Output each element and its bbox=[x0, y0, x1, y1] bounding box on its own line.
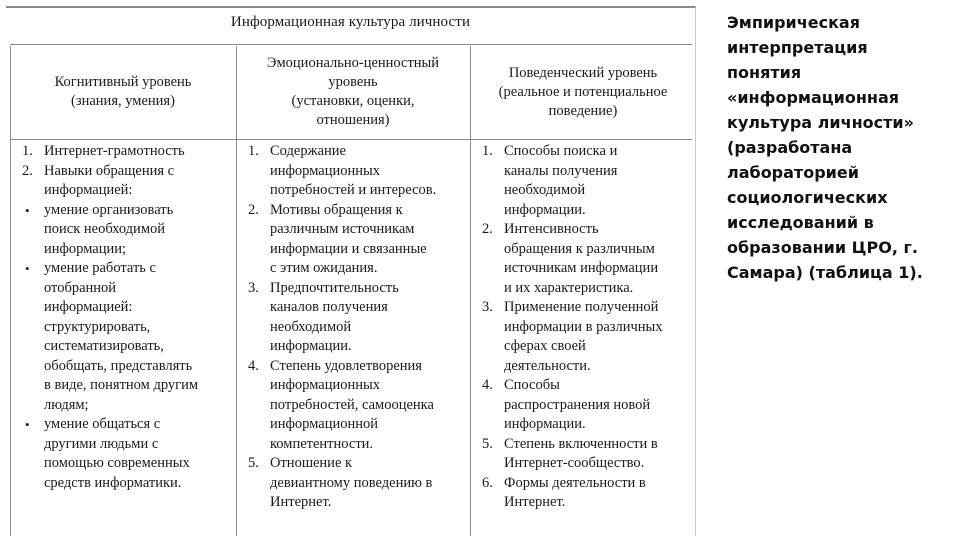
list-item-line: средств информатики. bbox=[44, 474, 182, 491]
list-item-line: структурировать, bbox=[44, 318, 151, 335]
list-item bbox=[12, 415, 234, 493]
list-item-line: обобщать, представлять bbox=[44, 357, 193, 374]
number-marker: 2. bbox=[248, 201, 259, 218]
column-body-emotional bbox=[238, 142, 470, 513]
side-caption-line: Самара) (таблица 1). bbox=[727, 263, 923, 282]
column-header-line: отношения) bbox=[316, 112, 390, 128]
column-body-behavioral bbox=[472, 142, 696, 513]
list-item bbox=[472, 435, 696, 474]
side-caption-line: образовании ЦРО, г. bbox=[727, 238, 918, 257]
title-rule bbox=[10, 44, 692, 45]
side-caption-line: «информационная bbox=[727, 88, 900, 107]
list-item-line: Способы поиска и bbox=[504, 143, 618, 159]
list-item-line: информации. bbox=[504, 201, 586, 218]
list-item-line: Навыки обращения с bbox=[44, 162, 175, 179]
list-item-line: в виде, понятном другим bbox=[44, 377, 199, 393]
column-header-line: (знания, умения) bbox=[71, 93, 175, 109]
list-item-line: и их характеристика. bbox=[504, 279, 634, 296]
side-caption-line: исследований в bbox=[727, 213, 874, 232]
list-item bbox=[472, 474, 696, 513]
column-header-line: Когнитивный уровень bbox=[54, 74, 192, 90]
list-item-line: распространения новой bbox=[504, 396, 651, 413]
list-item bbox=[238, 454, 470, 513]
list-item-line: девиантному поведению в bbox=[270, 474, 433, 491]
list-item-line: Степень включенности в bbox=[504, 435, 658, 452]
number-marker: 4. bbox=[482, 377, 493, 393]
list-item-line: потребностей и интересов. bbox=[270, 182, 437, 198]
list-item bbox=[472, 298, 696, 376]
list-item-line: обращения к различным bbox=[504, 240, 655, 257]
bullet-marker: • bbox=[25, 202, 30, 218]
number-marker: 3. bbox=[248, 279, 259, 296]
number-marker: 2. bbox=[482, 221, 493, 237]
list-item-line: потребностей, самооценка bbox=[270, 396, 434, 413]
side-caption-line: лабораторией bbox=[727, 163, 859, 182]
list-item bbox=[12, 201, 234, 260]
list-item-line: помощью современных bbox=[44, 455, 190, 471]
column-header-line: поведение) bbox=[548, 102, 618, 119]
list-item-line: Мотивы обращения к bbox=[270, 201, 403, 218]
list-item-line: информацией: bbox=[44, 182, 133, 198]
list-item bbox=[238, 201, 470, 279]
column-header-emotional bbox=[238, 48, 468, 136]
list-item-line: необходимой bbox=[504, 182, 586, 198]
column-header-line: Поведенческий уровень bbox=[508, 64, 658, 81]
list-item bbox=[238, 279, 470, 357]
column-header-line: (реальное и потенциальное bbox=[498, 83, 668, 100]
list-item-line: информационной bbox=[270, 416, 379, 432]
list-item-line: каналов получения bbox=[270, 299, 388, 315]
list-item-line: Содержание bbox=[270, 143, 346, 159]
list-item-line: Интернет. bbox=[270, 494, 332, 510]
list-item bbox=[238, 142, 470, 201]
list-item-line: информацией: bbox=[44, 299, 133, 315]
list-item-line: Применение полученной bbox=[504, 299, 659, 315]
header-rule bbox=[10, 139, 692, 140]
list-item bbox=[472, 376, 696, 435]
column-divider bbox=[470, 46, 471, 536]
list-item bbox=[472, 142, 696, 220]
list-item-line: Способы bbox=[504, 377, 560, 393]
list-item-line: Отношение к bbox=[270, 455, 353, 471]
list-item-line: Предпочтительность bbox=[270, 279, 399, 296]
list-item-line: умение работать с bbox=[44, 260, 156, 276]
table-title: Информационная культура личности bbox=[230, 14, 471, 30]
list-item bbox=[12, 142, 234, 162]
list-item bbox=[12, 259, 234, 415]
list-item-line: поиск необходимой bbox=[44, 221, 165, 237]
list-item-line: компетентности. bbox=[270, 435, 374, 452]
side-caption-line: культура личности» bbox=[727, 113, 914, 132]
list-item-line: Интенсивность bbox=[504, 221, 599, 237]
list-item bbox=[472, 220, 696, 298]
column-divider bbox=[236, 46, 237, 536]
side-caption-line: Эмпирическая bbox=[727, 13, 860, 32]
side-caption-line: (разработана bbox=[727, 138, 853, 157]
column-divider bbox=[10, 46, 11, 536]
column-body-cognitive bbox=[12, 142, 234, 493]
list-item-line: Интернет-сообщество. bbox=[504, 455, 645, 471]
list-item bbox=[238, 357, 470, 455]
list-item-line: Степень удовлетворения bbox=[270, 357, 422, 374]
number-marker: 5. bbox=[248, 455, 259, 471]
list-item-line: умение общаться с bbox=[44, 416, 161, 432]
side-caption bbox=[727, 10, 952, 285]
list-item-line: различным источникам bbox=[270, 221, 415, 237]
side-caption-line: интерпретация bbox=[727, 38, 868, 57]
column-header-line: Эмоционально-ценностный bbox=[266, 55, 440, 71]
list-item-line: Интернет-грамотность bbox=[44, 143, 185, 159]
bullet-marker: • bbox=[25, 261, 30, 276]
list-item-line: систематизировать, bbox=[44, 338, 164, 354]
number-marker: 6. bbox=[482, 474, 493, 491]
culture-table bbox=[6, 6, 696, 536]
column-header-line: уровень bbox=[328, 74, 378, 90]
list-item-line: Формы деятельности в bbox=[504, 474, 646, 491]
list-item-line: каналы получения bbox=[504, 162, 618, 179]
column-header-cognitive bbox=[12, 48, 234, 136]
number-marker: 1. bbox=[482, 143, 493, 159]
side-caption-line: социологических bbox=[727, 188, 888, 207]
number-marker: 4. bbox=[248, 357, 259, 374]
number-marker: 1. bbox=[22, 143, 33, 159]
number-marker: 3. bbox=[482, 299, 493, 315]
list-item-line: информационных bbox=[270, 162, 380, 179]
list-item-line: сферах своей bbox=[504, 338, 586, 354]
list-item-line: информации; bbox=[44, 240, 127, 257]
number-marker: 1. bbox=[248, 143, 259, 159]
list-item-line: отобранной bbox=[44, 279, 117, 296]
number-marker: 2. bbox=[22, 162, 33, 179]
list-item-line: необходимой bbox=[270, 318, 352, 335]
list-item-line: с этим ожидания. bbox=[270, 260, 378, 276]
column-header-line: (установки, оценки, bbox=[291, 93, 415, 109]
list-item-line: информационных bbox=[270, 377, 380, 393]
column-header-behavioral bbox=[472, 48, 694, 136]
list-item-line: Интернет. bbox=[504, 494, 566, 510]
list-item-line: информации. bbox=[270, 338, 352, 354]
list-item bbox=[12, 162, 234, 201]
list-item-line: деятельности. bbox=[504, 357, 591, 374]
list-item-line: информации в различных bbox=[504, 318, 663, 335]
list-item-line: людям; bbox=[44, 396, 89, 413]
list-item-line: умение организовать bbox=[44, 201, 174, 218]
list-item-line: информации. bbox=[504, 416, 586, 432]
side-caption-line: понятия bbox=[727, 63, 802, 82]
bullet-marker: • bbox=[25, 417, 30, 432]
list-item-line: источникам информации bbox=[504, 260, 659, 276]
number-marker: 5. bbox=[482, 435, 493, 452]
list-item-line: другими людьми с bbox=[44, 435, 159, 452]
list-item-line: информации и связанные bbox=[270, 240, 427, 257]
